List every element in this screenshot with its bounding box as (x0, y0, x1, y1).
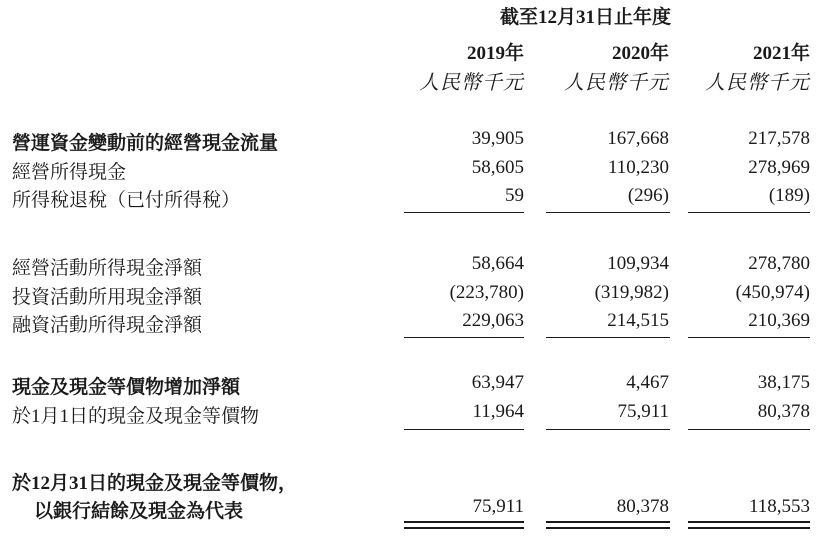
year-2021-heading: 2021年 (752, 43, 810, 64)
total-double-rule (688, 521, 810, 523)
row-label-net-investing: 投資活動所用現金淨額 (12, 287, 203, 308)
row-value: 75,911 (617, 401, 669, 422)
subtotal-rule (404, 212, 524, 213)
row-value: 75,911 (472, 496, 524, 517)
row-value: 63,947 (471, 372, 524, 393)
row-label-income-tax: 所得稅退稅（已付所得稅） (12, 190, 241, 211)
total-double-rule (688, 527, 810, 529)
row-value: 39,905 (471, 128, 524, 149)
row-value: 58,605 (471, 157, 524, 178)
row-label-operating-before-wc: 營運資金變動前的經營現金流量 (12, 133, 279, 154)
subtotal-rule (546, 429, 670, 430)
row-value: 278,969 (748, 157, 810, 178)
row-label-net-operating: 經營活動所得現金淨額 (12, 258, 203, 279)
subtotal-rule (688, 337, 810, 338)
row-value: (296) (627, 185, 669, 206)
row-value: 59 (505, 185, 524, 206)
row-value: 229,063 (462, 310, 524, 331)
year-2020-heading: 2020年 (611, 43, 669, 64)
row-value: (189) (768, 185, 810, 206)
row-value: (450,974) (735, 282, 810, 303)
total-double-rule (404, 527, 524, 529)
row-label-net-increase: 現金及現金等價物增加淨額 (12, 377, 241, 398)
row-value: 80,378 (616, 496, 669, 517)
row-value: 58,664 (471, 253, 524, 274)
row-value: (319,982) (594, 282, 669, 303)
row-value: 4,467 (626, 372, 669, 393)
row-value: 278,780 (748, 253, 810, 274)
unit-2020: 人民幣千元 (564, 72, 669, 94)
row-value: 38,175 (757, 372, 810, 393)
row-label-cash-at-dec-31: 於12月31日的現金及現金等價物， (12, 473, 298, 494)
subtotal-rule (688, 429, 810, 430)
subtotal-rule (404, 337, 524, 338)
unit-2019: 人民幣千元 (419, 72, 524, 94)
total-double-rule (546, 521, 670, 523)
row-label-cash-at-jan-1: 於1月1日的現金及現金等價物 (12, 406, 260, 427)
row-value: 11,964 (472, 401, 524, 422)
subtotal-rule (688, 212, 810, 213)
total-double-rule (404, 521, 524, 523)
row-value: 217,578 (748, 128, 810, 149)
row-value: 118,553 (748, 496, 810, 517)
period-heading: 截至12月31日止年度 (500, 7, 672, 28)
row-value: 210,369 (748, 310, 810, 331)
row-label-cash-from-operations: 經營所得現金 (12, 162, 127, 183)
total-double-rule (546, 527, 670, 529)
row-value: 214,515 (607, 310, 669, 331)
row-value: 110,230 (607, 157, 669, 178)
unit-2021: 人民幣千元 (705, 72, 810, 94)
subtotal-rule (546, 212, 670, 213)
year-2019-heading: 2019年 (466, 43, 524, 64)
subtotal-rule (404, 429, 524, 430)
subtotal-rule (546, 337, 670, 338)
row-value: 109,934 (607, 253, 669, 274)
row-label-net-financing: 融資活動所得現金淨額 (12, 315, 203, 336)
row-value: 167,668 (607, 128, 669, 149)
row-value: (223,780) (449, 282, 524, 303)
row-value: 80,378 (757, 401, 810, 422)
row-label-represented-by: 以銀行結餘及現金為代表 (34, 501, 244, 522)
